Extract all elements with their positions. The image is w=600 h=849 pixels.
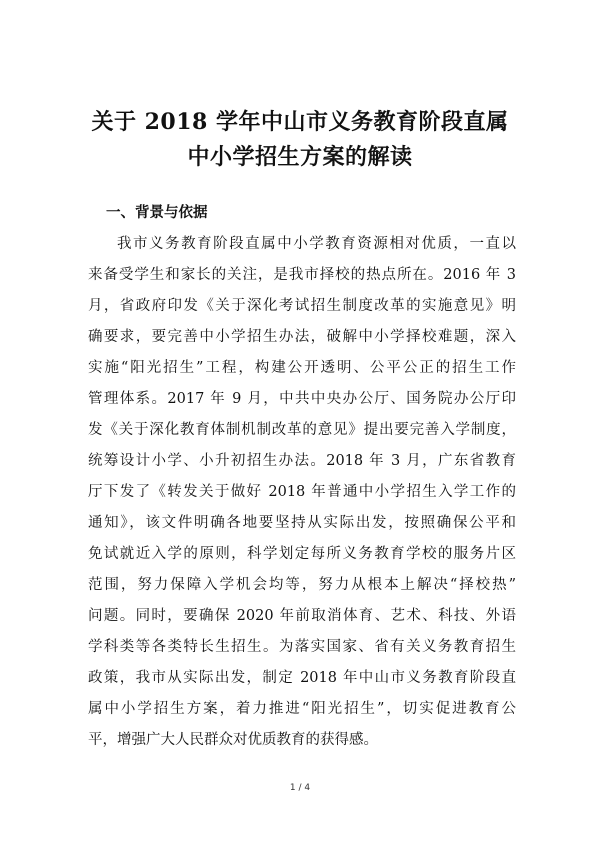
paragraph-line: 确要求，要完善中小学招生办法，破解中小学择校难题，深入	[88, 329, 516, 345]
paragraph-line: 平，增强广大人民群众对优质教育的获得感。	[88, 732, 378, 748]
document-title-line-2: 中小学招生方案的解读	[187, 144, 413, 170]
paragraph-line: 实施“阳光招生”工程，构建公开透明、公平公正的招生工作	[88, 360, 516, 376]
paragraph-line: 免试就近入学的原则，科学划定每所义务教育学校的服务片区	[88, 546, 516, 562]
paragraph-line: 发《关于深化教育体制机制改革的意见》提出要完善入学制度，	[88, 422, 516, 438]
paragraph-line: 来备受学生和家长的关注，是我市择校的热点所在。2016 年 3	[88, 267, 516, 283]
paragraph-line: 通知》，该文件明确各地要坚持从实际出发，按照确保公平和	[88, 515, 516, 531]
paragraph-line: 学科类等各类特长生招生。为落实国家、省有关义务教育招生	[88, 639, 516, 655]
paragraph-line: 统筹设计小学、小升初招生办法。2018 年 3 月，广东省教育	[88, 453, 516, 469]
document-title-line-1: 关于 2018 学年中山市义务教育阶段直属	[91, 109, 509, 135]
paragraph-line: 政策，我市从实际出发，制定 2018 年中山市义务教育阶段直	[88, 670, 516, 686]
paragraph-line: 管理体系。2017 年 9 月，中共中央办公厅、国务院办公厅印	[88, 391, 516, 407]
section-heading: 一、背景与依据	[106, 205, 208, 221]
page-number: 1 / 4	[289, 783, 311, 793]
paragraph-line: 属中小学招生方案，着力推进“阳光招生”，切实促进教育公	[88, 701, 516, 717]
paragraph-line: 问题。同时，要确保 2020 年前取消体育、艺术、科技、外语	[88, 608, 516, 624]
paragraph-line: 厅下发了《转发关于做好 2018 年普通中小学招生入学工作的	[88, 484, 516, 500]
paragraph-line: 月，省政府印发《关于深化考试招生制度改革的实施意见》明	[88, 298, 516, 314]
paragraph-line: 范围，努力保障入学机会均等，努力从根本上解决“择校热”	[88, 577, 516, 593]
paragraph-line: 我市义务教育阶段直属中小学教育资源相对优质，一直以	[117, 236, 516, 252]
